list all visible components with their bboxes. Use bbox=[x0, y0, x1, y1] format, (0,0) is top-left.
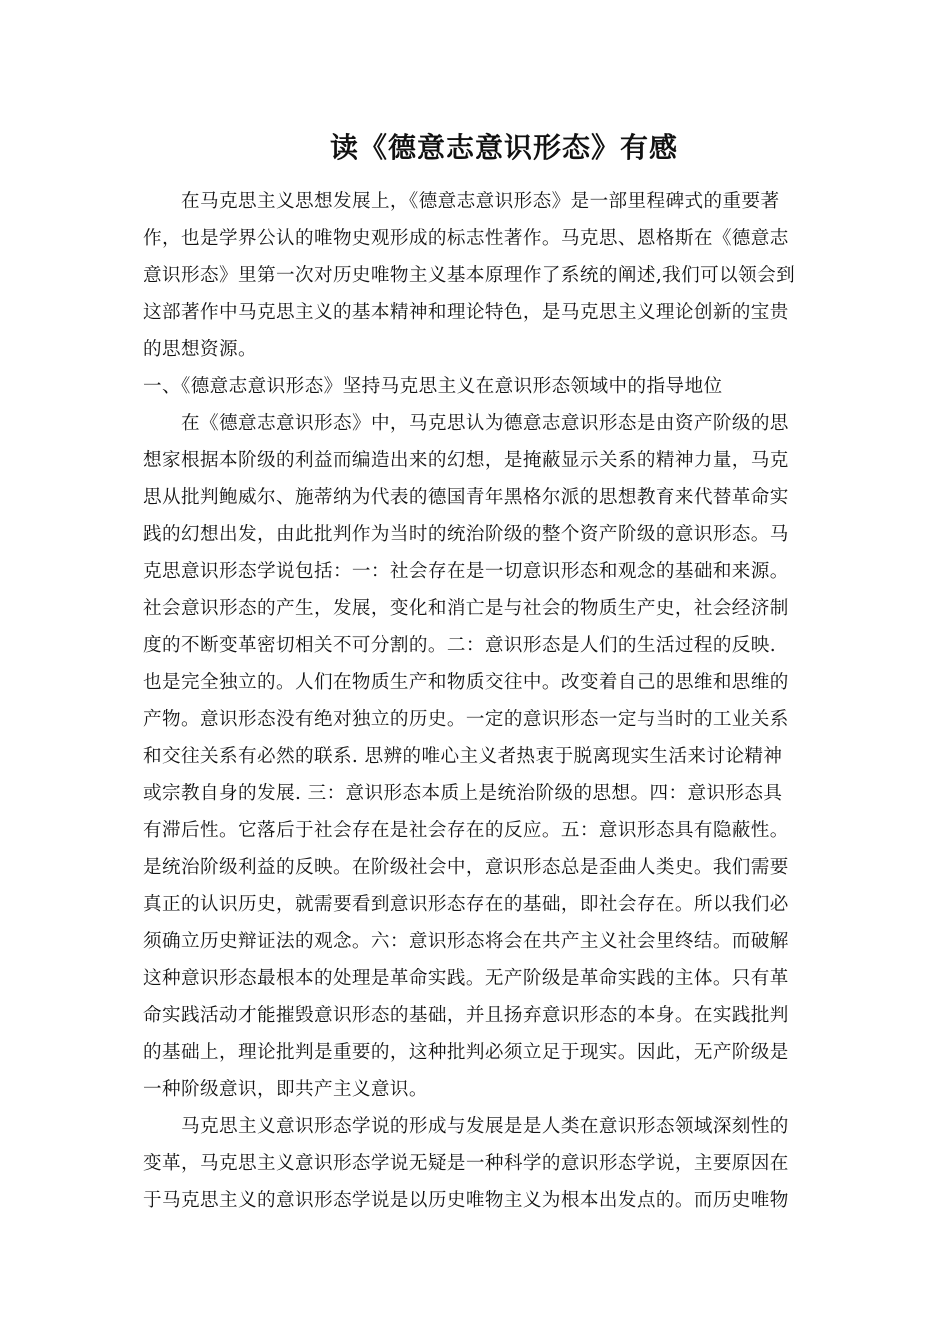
text-line: 的思想资源。 bbox=[143, 339, 257, 360]
text-line: 这种意识形态最根本的处理是革命实践。无产阶级是革命实践的主体。只有革 bbox=[143, 968, 789, 989]
document-body bbox=[143, 183, 809, 1219]
text-line: 于马克思主义的意识形态学说是以历史唯物主义为根本出发点的。而历史唯物 bbox=[143, 1190, 789, 1211]
text-line: 有滞后性。它落后于社会存在是社会存在的反应。五：意识形态具有隐蔽性。 bbox=[143, 820, 789, 841]
text-line: 命实践活动才能摧毁意识形态的基础，并且扬弃意识形态的本身。在实践批判 bbox=[143, 1005, 789, 1026]
text-line: 作，也是学界公认的唯物史观形成的标志性著作。马克思、恩格斯在《德意志 bbox=[143, 228, 789, 249]
text-line: 产物。意识形态没有绝对独立的历史。一定的意识形态一定与当时的工业关系 bbox=[143, 709, 789, 730]
text-line: 变革，马克思主义意识形态学说无疑是一种科学的意识形态学说，主要原因在 bbox=[143, 1153, 789, 1174]
text-line: 这部著作中马克思主义的基本精神和理论特色，是马克思主义理论创新的宝贵 bbox=[143, 302, 789, 323]
text-line: 马克思主义意识形态学说的形成与发展是是人类在意识形态领域深刻性的 bbox=[181, 1116, 789, 1137]
text-line: 一、《德意志意识形态》坚持马克思主义在意识形态领域中的指导地位 bbox=[143, 376, 723, 397]
document-title: 读《德意志意识形态》有感 bbox=[329, 131, 678, 164]
text-line: 想家根据本阶级的利益而编造出来的幻想，是掩蔽显示关系的精神力量，马克 bbox=[143, 450, 789, 471]
text-line: 真正的认识历史，就需要看到意识形态存在的基础，即社会存在。所以我们必 bbox=[143, 894, 789, 915]
text-line: 践的幻想出发，由此批判作为当时的统治阶级的整个资产阶级的意识形态。马 bbox=[143, 524, 789, 545]
text-line: 或宗教自身的发展. 三：意识形态本质上是统治阶级的思想。四：意识形态具 bbox=[143, 783, 783, 804]
text-line: 在《德意志意识形态》中，马克思认为德意志意识形态是由资产阶级的思 bbox=[181, 413, 789, 434]
text-line: 在马克思主义思想发展上，《德意志意识形态》是一部里程碑式的重要著 bbox=[181, 191, 780, 212]
text-line: 社会意识形态的产生，发展，变化和消亡是与社会的物质生产史，社会经济制 bbox=[143, 598, 789, 619]
text-line: 意识形态》里第一次对历史唯物主义基本原理作了系统的阐述,我们可以领会到 bbox=[143, 265, 796, 286]
text-line: 度的不断变革密切相关不可分割的。二：意识形态是人们的生活过程的反映. bbox=[143, 635, 777, 656]
text-line: 须确立历史辩证法的观念。六：意识形态将会在共产主义社会里终结。而破解 bbox=[143, 931, 789, 952]
text-line: 和交往关系有必然的联系. 思辨的唯心主义者热衷于脱离现实生活来讨论精神 bbox=[143, 746, 783, 767]
text-line: 的基础上，理论批判是重要的，这种批判必须立足于现实。因此，无产阶级是 bbox=[143, 1042, 789, 1063]
text-line: 思从批判鲍威尔、施蒂纳为代表的德国青年黑格尔派的思想教育来代替革命实 bbox=[143, 487, 789, 508]
text-line: 是统治阶级利益的反映。在阶级社会中，意识形态总是歪曲人类史。我们需要 bbox=[143, 857, 789, 878]
text-line: 一种阶级意识，即共产主义意识。 bbox=[143, 1079, 428, 1100]
text-line: 克思意识形态学说包括：一：社会存在是一切意识形态和观念的基础和来源。 bbox=[143, 561, 789, 582]
text-line: 也是完全独立的。人们在物质生产和物质交往中。改变着自己的思维和思维的 bbox=[143, 672, 789, 693]
